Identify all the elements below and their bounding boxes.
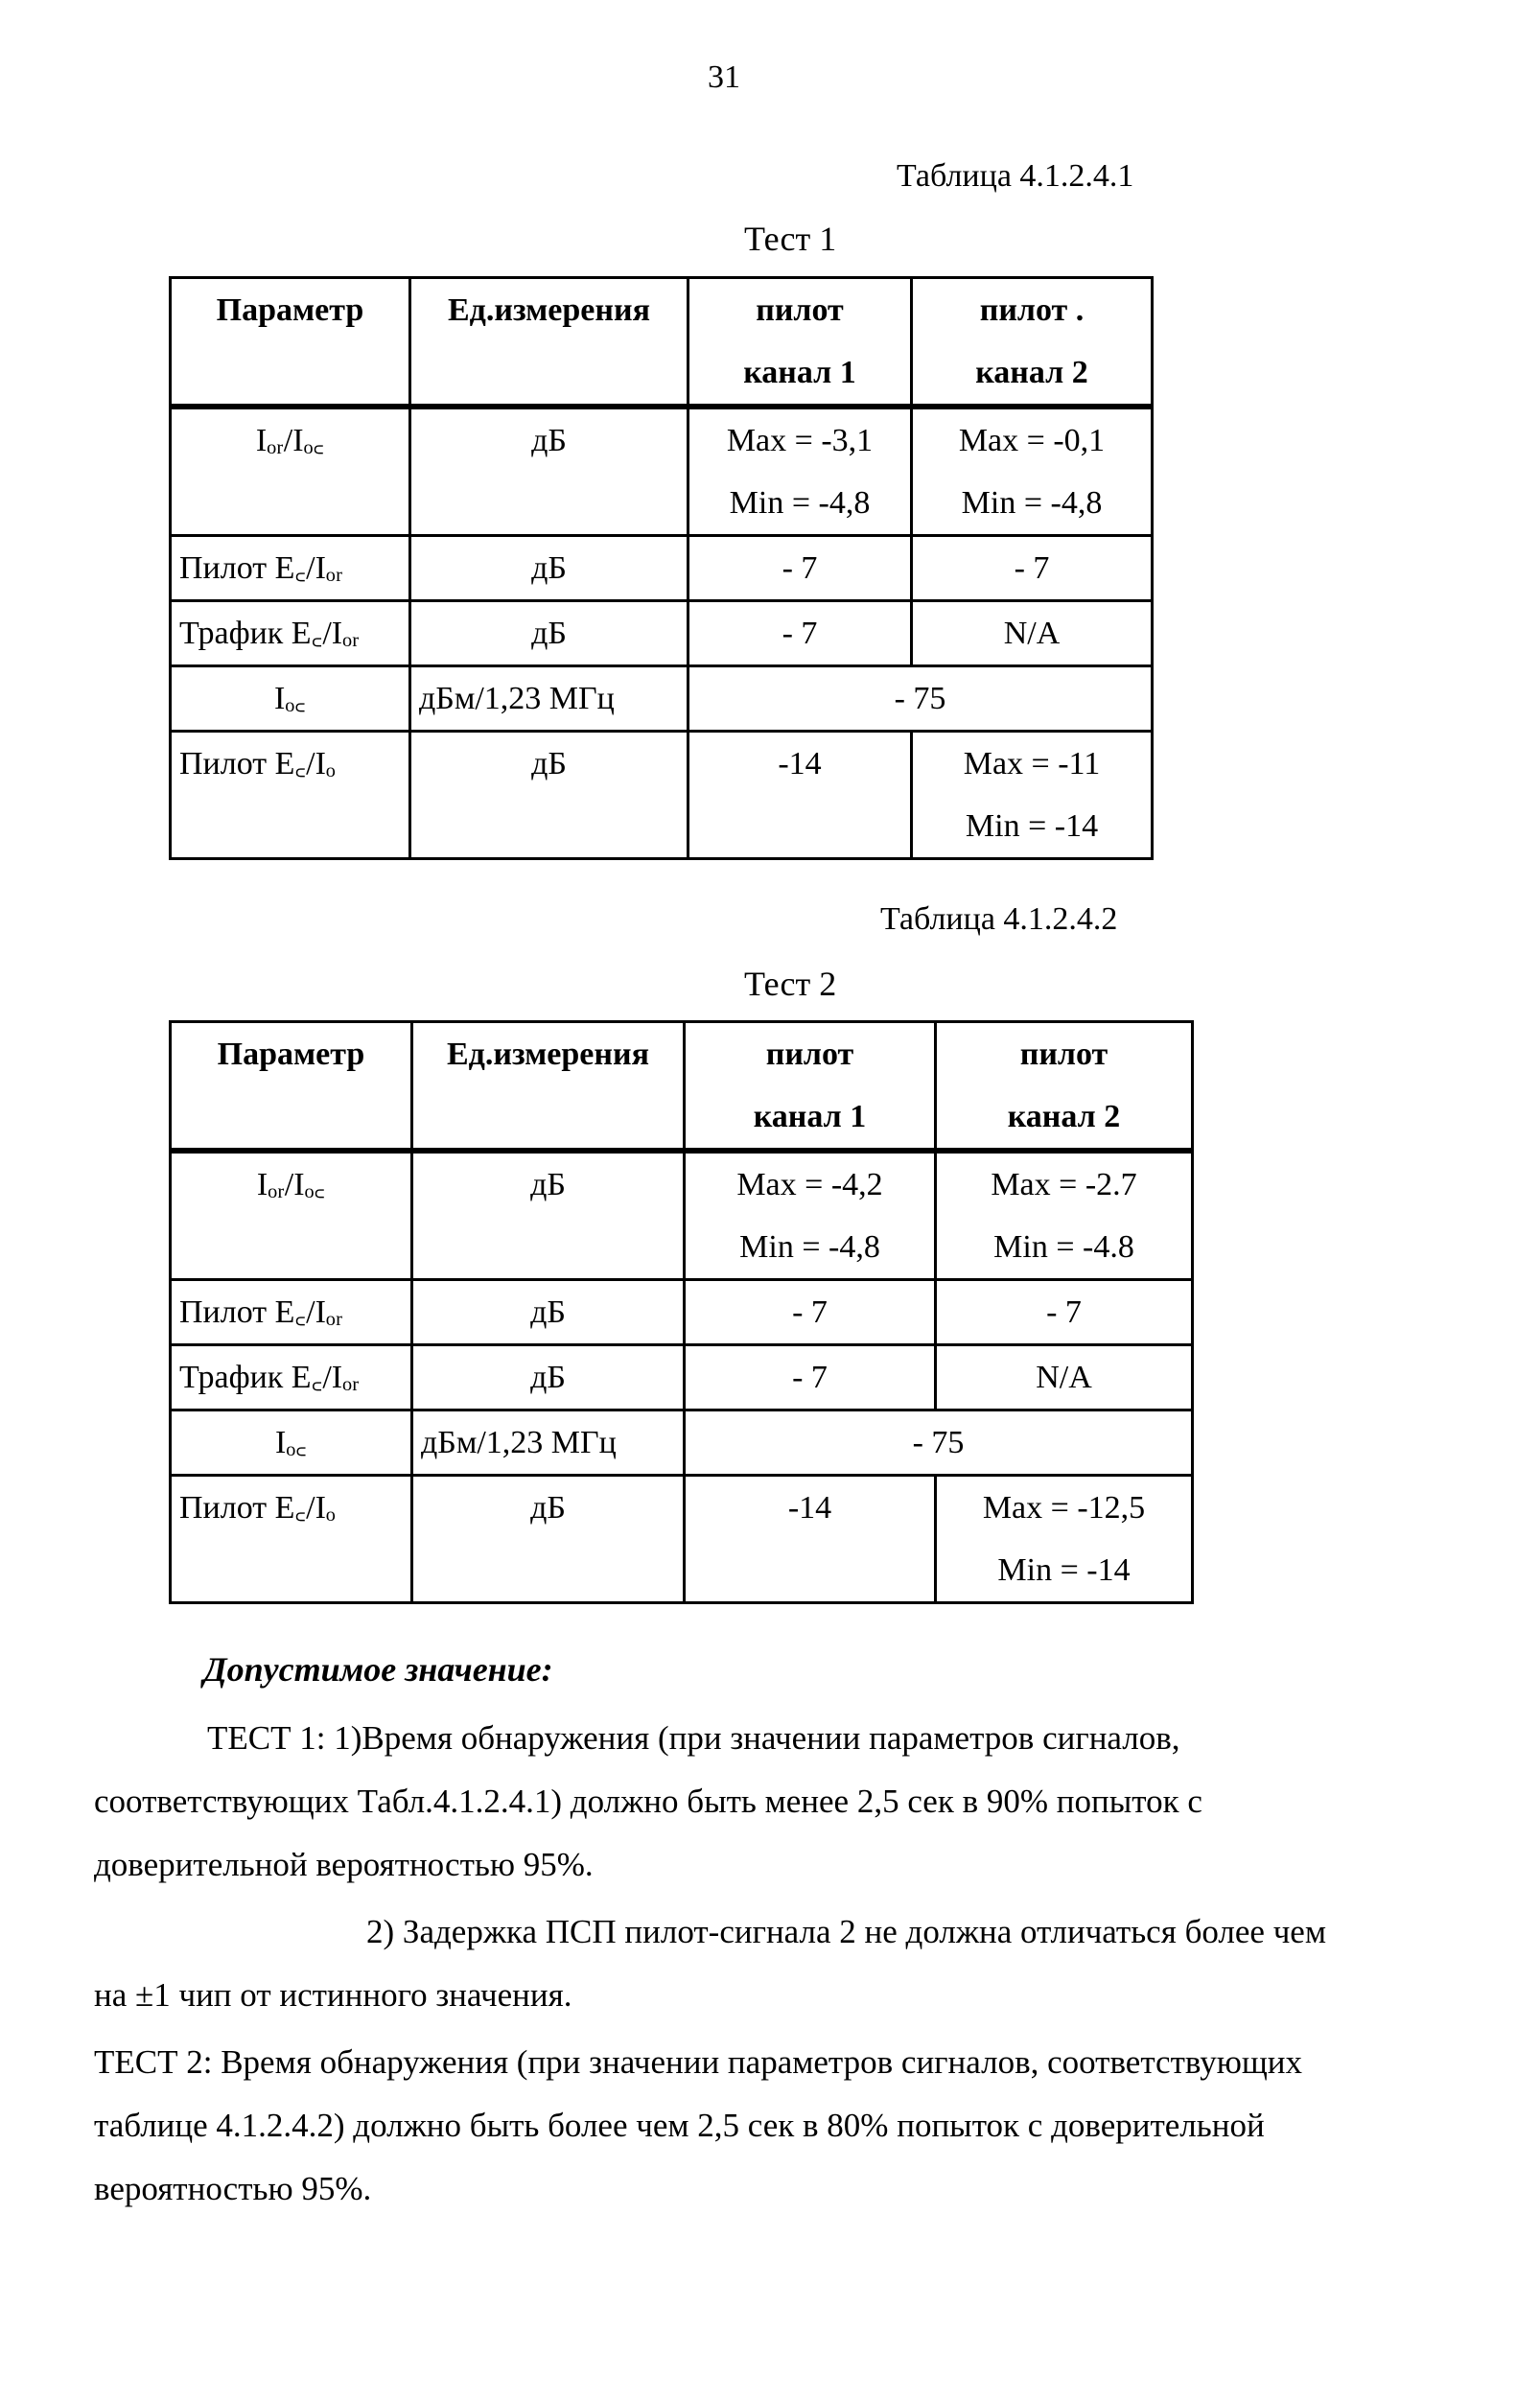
acceptable-heading: Допустимое значение: — [203, 1650, 553, 1689]
table1 — [169, 276, 1154, 860]
text-line: таблице 4.1.2.4.2) должно быть более чем 2,5 сек в 80% попыток с доверительной — [94, 2107, 1265, 2144]
table1-header-row — [171, 278, 1153, 408]
channel2-cell: Max = -11 Min = -14 — [912, 732, 1153, 859]
merged-value-cell: - 75 — [688, 666, 1153, 732]
text-line: ТЕСТ 2: Время обнаружения (при значении параметров сигналов, соответствующих — [94, 2043, 1303, 2081]
channel1-cell: - 7 — [688, 601, 912, 666]
param-cell: Пилот E꜀/Iₒ — [171, 1476, 412, 1603]
table2-test-title: Тест 2 — [744, 965, 837, 1003]
channel2-cell: - 7 — [936, 1280, 1193, 1345]
param-cell: Iₒᵣ/Iₒ꜀ — [171, 1151, 412, 1280]
table-row — [171, 732, 1153, 859]
text-line: доверительной вероятностью 95%. — [94, 1846, 594, 1883]
table-row — [171, 1476, 1193, 1603]
channel1-cell: - 7 — [685, 1280, 936, 1345]
table2-header-row — [171, 1022, 1193, 1152]
param-cell: Iₒᵣ/Iₒ꜀ — [171, 407, 410, 536]
header-unit: Ед.измерения — [410, 278, 688, 408]
unit-cell: дБ — [410, 536, 688, 601]
param-cell: Iₒ꜀ — [171, 666, 410, 732]
test2-paragraph — [94, 2031, 1379, 2221]
text-line: вероятностью 95%. — [94, 2170, 372, 2207]
page-number: 31 — [708, 59, 740, 95]
unit-cell: дБ — [410, 407, 688, 536]
param-cell: Пилот E꜀/Iₒᵣ — [171, 536, 410, 601]
unit-cell: дБ — [410, 732, 688, 859]
table-row — [171, 1151, 1193, 1280]
table1-test-title: Тест 1 — [744, 220, 837, 258]
param-cell: Iₒ꜀ — [171, 1410, 412, 1476]
table-row — [171, 1345, 1193, 1410]
channel1-cell: Max = -4,2 Min = -4,8 — [685, 1151, 936, 1280]
header-channel1: пилот канал 1 — [685, 1022, 936, 1152]
channel2-cell: N/A — [936, 1345, 1193, 1410]
table-row — [171, 1280, 1193, 1345]
param-cell: Пилот E꜀/Iₒ — [171, 732, 410, 859]
channel2-cell: Max = -12,5 Min = -14 — [936, 1476, 1193, 1603]
channel2-cell: Max = -2.7 Min = -4.8 — [936, 1151, 1193, 1280]
table2 — [169, 1020, 1194, 1604]
table-row — [171, 536, 1153, 601]
merged-value-cell: - 75 — [685, 1410, 1193, 1476]
header-unit: Ед.измерения — [412, 1022, 685, 1152]
channel1-cell: -14 — [688, 732, 912, 859]
table-row — [171, 666, 1153, 732]
table2-caption: Таблица 4.1.2.4.2 — [880, 901, 1118, 937]
unit-cell: дБ — [412, 1280, 685, 1345]
header-channel2: пилот . канал 2 — [912, 278, 1153, 408]
text-line: соответствующих Табл.4.1.2.4.1) должно быть менее 2,5 сек в 90% попыток с — [94, 1783, 1202, 1820]
table-row — [171, 601, 1153, 666]
unit-cell: дБм/1,23 МГц — [410, 666, 688, 732]
channel1-cell: - 7 — [685, 1345, 936, 1410]
unit-cell: дБ — [410, 601, 688, 666]
text-line: на ±1 чип от истинного значения. — [94, 1976, 572, 2014]
channel1-cell: Max = -3,1 Min = -4,8 — [688, 407, 912, 536]
unit-cell: дБ — [412, 1151, 685, 1280]
table-row — [171, 1410, 1193, 1476]
test1-paragraph — [94, 1707, 1379, 1897]
param-cell: Трафик E꜀/Iₒᵣ — [171, 1345, 412, 1410]
unit-cell: дБ — [412, 1345, 685, 1410]
unit-cell: дБ — [412, 1476, 685, 1603]
table1-caption: Таблица 4.1.2.4.1 — [897, 158, 1134, 194]
channel1-cell: - 7 — [688, 536, 912, 601]
header-param: Параметр — [171, 278, 410, 408]
channel2-cell: - 7 — [912, 536, 1153, 601]
table-row — [171, 407, 1153, 536]
channel2-cell: N/A — [912, 601, 1153, 666]
test1-item2-paragraph — [94, 1900, 1379, 2027]
channel2-cell: Max = -0,1 Min = -4,8 — [912, 407, 1153, 536]
unit-cell: дБм/1,23 МГц — [412, 1410, 685, 1476]
text-line: 2) Задержка ПСП пилот-сигнала 2 не должна отличаться более чем — [366, 1913, 1326, 1950]
channel1-cell: -14 — [685, 1476, 936, 1603]
header-channel2: пилот канал 2 — [936, 1022, 1193, 1152]
header-channel1: пилот канал 1 — [688, 278, 912, 408]
text-line: ТЕСТ 1: 1)Время обнаружения (при значении параметров сигналов, — [207, 1719, 1180, 1757]
param-cell: Пилот E꜀/Iₒᵣ — [171, 1280, 412, 1345]
param-cell: Трафик E꜀/Iₒᵣ — [171, 601, 410, 666]
header-param: Параметр — [171, 1022, 412, 1152]
